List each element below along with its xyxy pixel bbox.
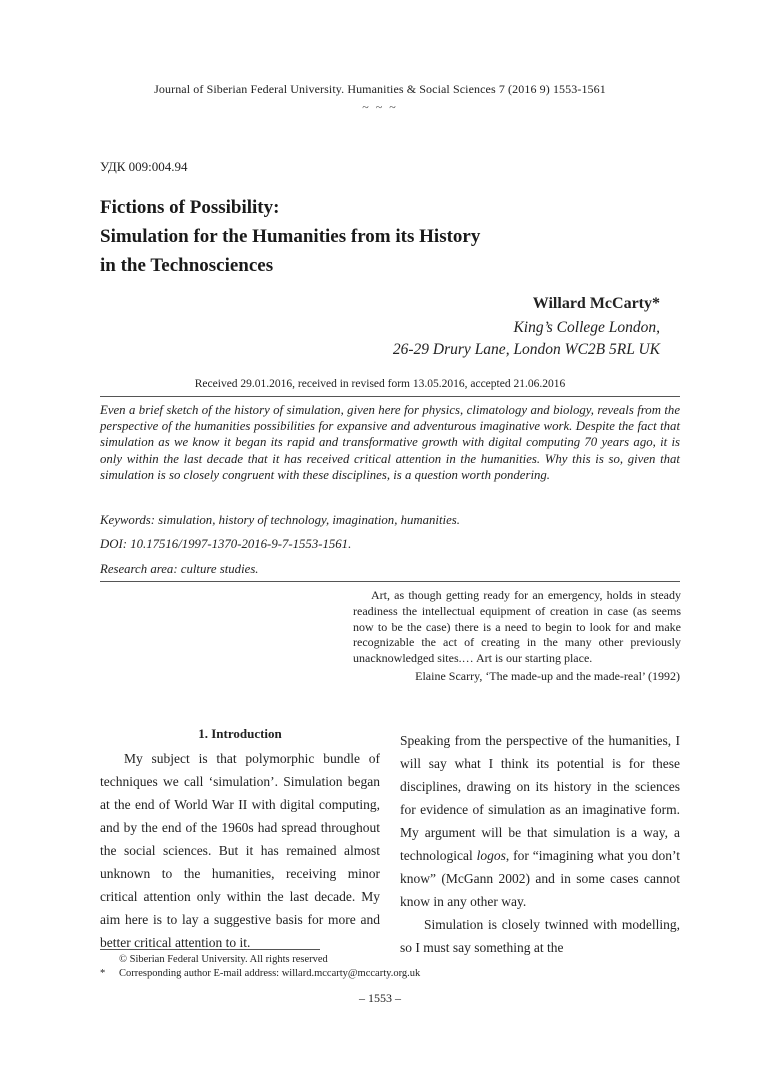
title-line-1: Fictions of Possibility:: [100, 197, 280, 218]
research-area: Research area: culture studies.: [100, 562, 259, 576]
right-para1-text-b: , for “imagining what you don’t know” (McGann 2002) and in some cases cannot know in any other way.: [400, 848, 680, 909]
footnote-mark: *: [100, 968, 106, 979]
footnote-divider: [100, 949, 320, 950]
right-para1-text-a: Speaking from the perspective of the humanities, I will say what I think its potential is for these disciplines, drawing on its history in the sciences for evidence of simulation as an imaginative form. My argument will be that simulation is a way, a technological: [400, 733, 680, 863]
doi: DOI: 10.17516/1997-1370-2016-9-7-1553-1561.: [100, 537, 352, 551]
affiliation-line-1: King’s College London,: [513, 319, 660, 336]
right-column: [400, 729, 680, 959]
title-line-3: in the Technosciences: [100, 255, 274, 276]
udk-code: УДК 009:004.94: [100, 159, 188, 174]
title-line-2: Simulation for the Humanities from its History: [100, 226, 481, 247]
left-paragraph: My subject is that polymorphic bundle of techniques we call ‘simulation’. Simulation began at the end of World War II with digital computing, and by the end of the 1960s had spread throughout the social sciences. But it has remained almost unknown to the humanities, receiving minor critical attention only within the last decade. My aim here is to lay a suggestive basis for more and better critical attention to it.: [100, 751, 380, 950]
footnote-copyright: © Siberian Federal University. All rights reserved: [119, 954, 328, 965]
footnote-email: Corresponding author E-mail address: willard.mccarty@mccarty.org.uk: [119, 968, 421, 979]
epigraph-attribution: Elaine Scarry, ‘The made-up and the made-real’ (1992): [415, 669, 680, 683]
author-name: Willard McCarty*: [532, 295, 660, 312]
right-paragraph-1: [400, 729, 680, 913]
abstract: Even a brief sketch of the history of simulation, given here for physics, climatology and biology, reveals from the perspective of the humanities possibilities for expansive and adventurous imaginative work. Despite the fact that simulation as we know it began its rapid and transformative growth with digital computing 70 years ago, it is only within the last decade that it has received critical attention in the humanities. Why this is so, given that simulation is so closely congruent with these disciplines, is a question worth pondering.: [100, 403, 680, 482]
left-column: [100, 747, 380, 954]
journal-header: Journal of Siberian Federal University. Humanities & Social Sciences 7 (2016 9) 1553-1561: [154, 82, 606, 96]
keywords: Keywords: simulation, history of technology, imagination, humanities.: [100, 513, 460, 527]
article-title: [100, 193, 660, 280]
divider-bottom: [100, 581, 680, 582]
epigraph: Art, as though getting ready for an emergency, holds in steady readiness the intellectual equipment of creation in case (as seems now to be the case) there is a need to begin to look for and make recognizable the act of creating in the many other previously unacknowledged sites.… Art is our starting place.: [353, 588, 681, 666]
logos-italic: logos: [476, 848, 506, 863]
received-dates: Received 29.01.2016, received in revised form 13.05.2016, accepted 21.06.2016: [194, 378, 566, 390]
right-paragraph-2: Simulation is closely twinned with modelling, so I must say something at the: [400, 917, 680, 955]
divider-top: [100, 396, 680, 397]
header-tildes: ~ ~ ~: [362, 100, 398, 114]
author-affiliation: [393, 317, 660, 361]
section-heading: 1. Introduction: [198, 726, 282, 741]
affiliation-line-2: 26-29 Drury Lane, London WC2B 5RL UK: [392, 341, 660, 358]
page-number: – 1553 –: [359, 991, 401, 1005]
